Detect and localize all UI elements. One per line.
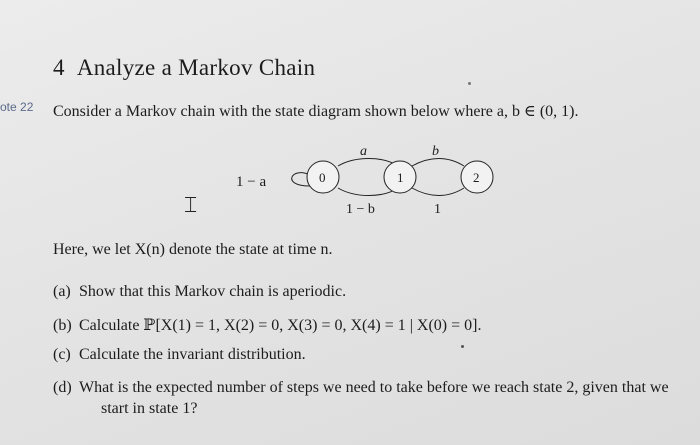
label-edge-0-1: a xyxy=(360,144,367,159)
label-self-loop-0: 1 − a xyxy=(236,174,267,190)
state-1-label: 1 xyxy=(397,170,404,185)
intro-text: Consider a Markov chain with the state diagram shown below where a, b ∈ (0, 1). xyxy=(53,103,579,120)
section-number: 4 xyxy=(53,55,65,80)
state-diagram xyxy=(230,138,500,218)
part-d xyxy=(53,379,669,397)
label-edge-1-0: 1 − b xyxy=(346,202,375,217)
state-2-label: 2 xyxy=(473,170,480,185)
part-d-tag: (d) xyxy=(53,379,72,396)
label-edge-1-2: b xyxy=(432,144,439,159)
side-note: ote 22 xyxy=(0,100,34,114)
edge-2-1 xyxy=(412,188,464,196)
part-a-text: Show that this Markov chain is aperiodic. xyxy=(79,283,347,300)
part-c-text: Calculate the invariant distribution. xyxy=(79,346,306,363)
section-title-text: Analyze a Markov Chain xyxy=(76,55,316,80)
part-b-text: Calculate ℙ[X(1) = 1, X(2) = 0, X(3) = 0, X(4) = 1 | X(0) = 0]. xyxy=(79,317,482,334)
label-edge-2-1: 1 xyxy=(434,202,441,217)
part-d-text: What is the expected number of steps we need to take before we reach state 2, given that we xyxy=(79,379,669,396)
section-title xyxy=(53,55,315,81)
part-c xyxy=(53,346,306,364)
part-b xyxy=(53,315,481,335)
part-b-tag: (b) xyxy=(53,317,72,334)
here-text: Here, we let X(n) denote the state at time n. xyxy=(53,241,333,258)
part-d-text-continued: start in state 1? xyxy=(101,400,198,417)
part-a xyxy=(53,283,346,301)
speck xyxy=(468,82,471,85)
part-c-tag: (c) xyxy=(53,346,71,363)
state-0-label: 0 xyxy=(319,170,326,185)
text-cursor-icon: ⌶ xyxy=(184,192,198,217)
speck xyxy=(461,345,464,348)
edge-1-2 xyxy=(412,159,464,167)
part-a-tag: (a) xyxy=(53,283,71,300)
